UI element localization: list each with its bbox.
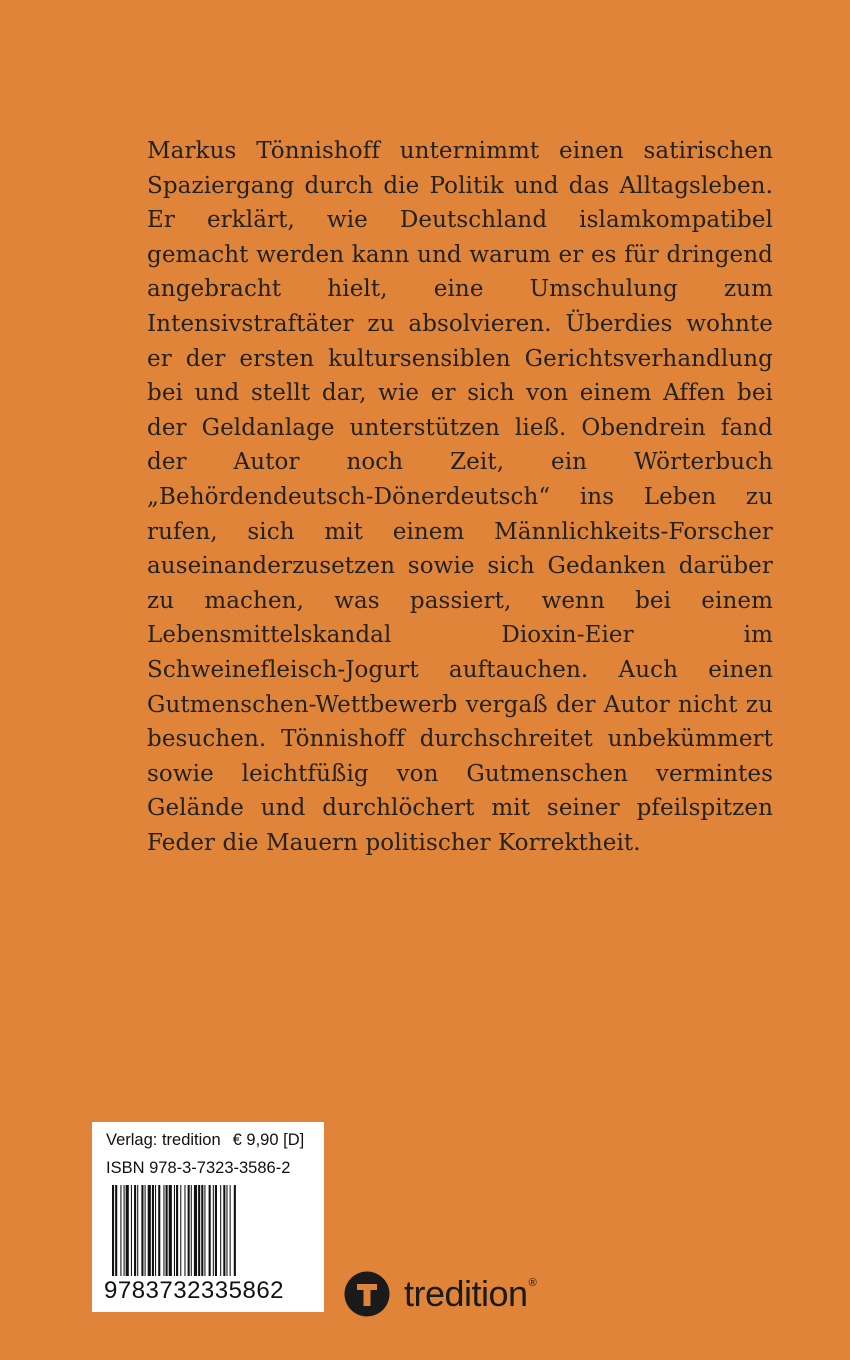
publisher-text: Verlag: tredition [106, 1131, 221, 1149]
isbn-text: ISBN 978-3-7323-3586-2 [106, 1159, 291, 1177]
publisher-price-line [106, 1131, 304, 1150]
tredition-t-circle-icon [344, 1271, 390, 1317]
barcode-label [92, 1122, 324, 1312]
logo-wordmark: tredition [404, 1273, 528, 1314]
registered-mark: ® [528, 1277, 537, 1289]
ean-digits: 9783732335862 [104, 1277, 285, 1304]
price-text: € 9,90 [D] [232, 1131, 305, 1149]
back-cover-blurb: Markus Tönnishoff unternimmt einen satirischen Spaziergang durch die Politik und das Alltagsleben. Er erklärt, wie Deutschland islamkompatibel gemacht werden kann und warum er es für dringend angebracht hielt, eine Umschulung zum Intensivstraftäter zu absolvieren. Überdies wohnte er der ersten kultursensiblen Gerichtsverhandlung bei und stellt dar, wie er sich von einem Affen bei der Geldanlage unterstützen ließ. Obendrein fand der Autor noch Zeit, ein Wörterbuch „Behördendeutsch-Dönerdeutsch“ ins Leben zu rufen, sich mit einem Männlichkeits-Forscher auseinanderzusetzen sowie sich Gedanken darüber zu machen, was passiert, wenn bei einem Lebensmittelskandal Dioxin-Eier im Schweinefleisch-Jogurt auftauchen. Auch einen Gutmenschen-Wettbewerb vergaß der Autor nicht zu besuchen. Tönnishoff durchschreitet unbekümmert sowie leichtfüßig von Gutmenschen vermintes Gelände und durchlöchert mit seiner pfeilspitzen Feder die Mauern politischer Korrektheit. [147, 138, 773, 856]
tredition-logo [344, 1271, 537, 1317]
barcode [112, 1185, 306, 1276]
